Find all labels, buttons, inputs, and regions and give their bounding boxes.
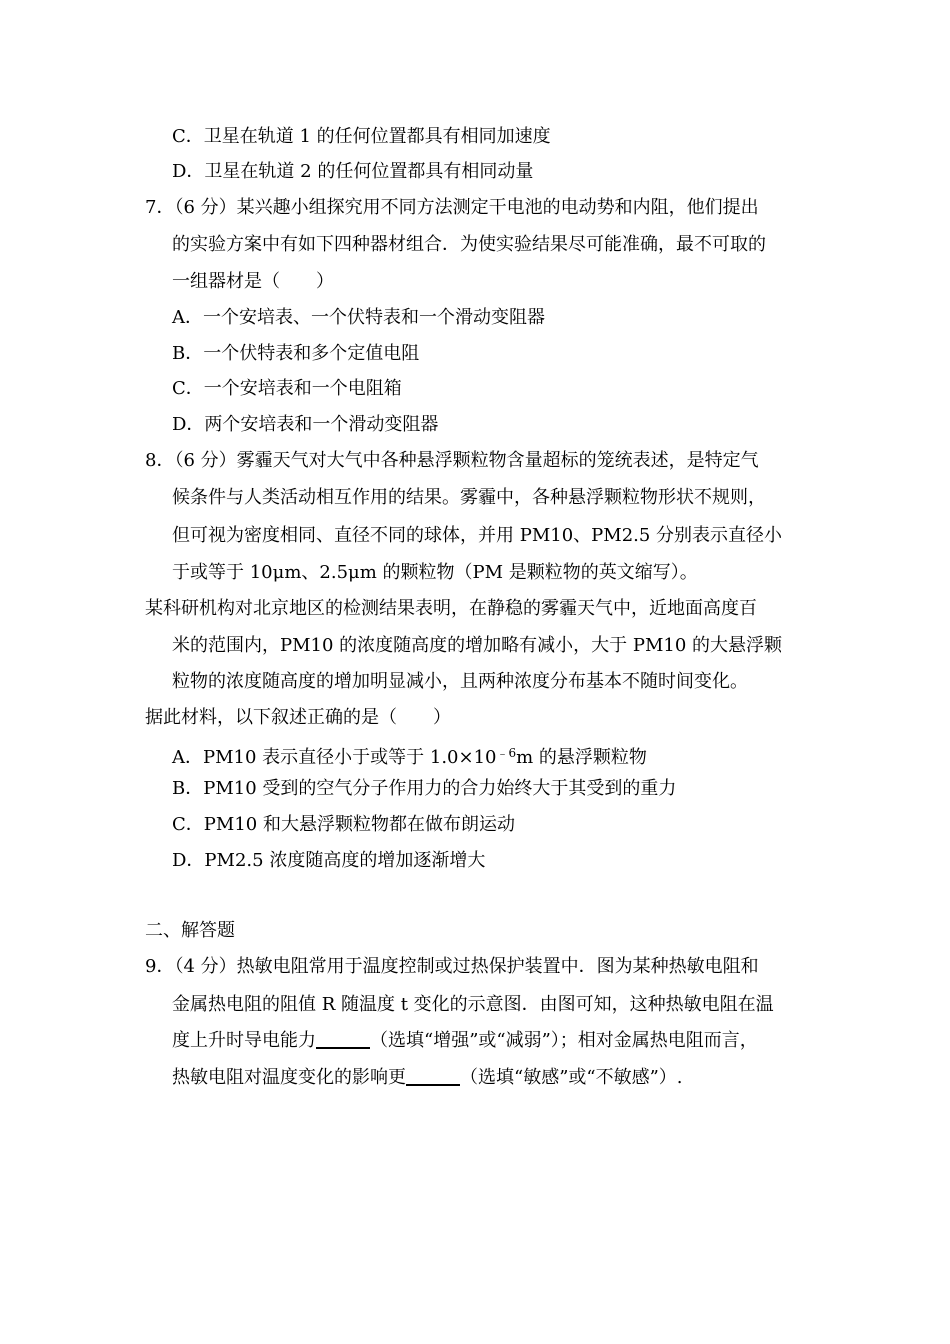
q7-stem-line-1: 7．（6 分）某兴趣小组探究用不同方法测定干电池的电动势和内阻，他们提出	[145, 197, 759, 218]
q9-line-4-text: 热敏电阻对温度变化的影响更	[172, 1067, 406, 1088]
q8-option-a-unit: m 的悬浮颗粒物	[516, 747, 647, 768]
q8-option-c: C．PM10 和大悬浮颗粒物都在做布朗运动	[172, 814, 515, 835]
q6-option-c: C．卫星在轨道 1 的任何位置都具有相同加速度	[172, 126, 551, 147]
q9-stem-line-3	[172, 1029, 758, 1053]
q8-option-a-exponent: ﹣6	[496, 746, 517, 760]
section-heading: 二、解答题	[145, 920, 235, 941]
q9-line-3-text: 度上升时导电能力	[172, 1030, 316, 1051]
q8-stem-line-3: 但可视为密度相同、直径不同的球体，并用 PM10、PM2.5 分别表示直径小	[172, 525, 783, 546]
q8-option-b: B．PM10 受到的空气分子作用力的合力始终大于其受到的重力	[172, 778, 677, 799]
q7-option-b: B．一个伏特表和多个定值电阻	[172, 343, 420, 364]
q7-option-c: C．一个安培表和一个电阻箱	[172, 378, 402, 399]
q8-stem-line-6: 米的范围内，PM10 的浓度随高度的增加略有减小，大于 PM10 的大悬浮颗	[172, 635, 783, 656]
q9-stem-line-2: 金属热电阻的阻值 R 随温度 t 变化的示意图．由图可知，这种热敏电阻在温	[172, 994, 774, 1015]
q7-stem-line-2: 的实验方案中有如下四种器材组合．为使实验结果尽可能准确，最不可取的	[172, 234, 766, 255]
q8-stem-line-2: 候条件与人类活动相互作用的结果。雾霾中，各种悬浮颗粒物形状不规则，	[172, 487, 766, 508]
q7-option-d: D．两个安培表和一个滑动变阻器	[172, 414, 439, 435]
q8-stem-line-7: 粒物的浓度随高度的增加明显减小，且两种浓度分布基本不随时间变化。	[172, 671, 748, 692]
q8-option-a-text: A．PM10 表示直径小于或等于 1.0×10	[172, 747, 497, 768]
q9-stem-line-1: 9．（4 分）热敏电阻常用于温度控制或过热保护装置中．图为某种热敏电阻和	[145, 956, 759, 977]
q9-line-3-hint: （选填“增强”或“减弱”）；相对金属热电阻而言，	[370, 1030, 758, 1051]
q9-line-4-hint: （选填“敏感”或“不敏感”）.	[460, 1067, 683, 1088]
q6-option-d: D．卫星在轨道 2 的任何位置都具有相同动量	[172, 161, 534, 182]
q9-stem-line-4	[172, 1066, 683, 1090]
q8-stem-line-5: 某科研机构对北京地区的检测结果表明，在静稳的雾霾天气中，近地面高度百	[145, 598, 757, 619]
q7-stem-line-3: 一组器材是（ ）	[172, 271, 334, 292]
q7-option-a: A．一个安培表、一个伏特表和一个滑动变阻器	[172, 307, 545, 328]
q8-stem-line-4: 于或等于 10μm、2.5μm 的颗粒物（PM 是颗粒物的英文缩写）。	[172, 562, 698, 583]
q8-option-a	[172, 741, 647, 770]
q8-stem-line-1: 8．（6 分）雾霾天气对大气中各种悬浮颗粒物含量超标的笼统表述，是特定气	[145, 450, 759, 471]
answer-blank-1[interactable]	[316, 1031, 370, 1049]
answer-blank-2[interactable]	[406, 1068, 460, 1086]
q8-option-d: D．PM2.5 浓度随高度的增加逐渐增大	[172, 850, 486, 871]
q8-stem-line-8: 据此材料，以下叙述正确的是（ ）	[145, 707, 451, 728]
